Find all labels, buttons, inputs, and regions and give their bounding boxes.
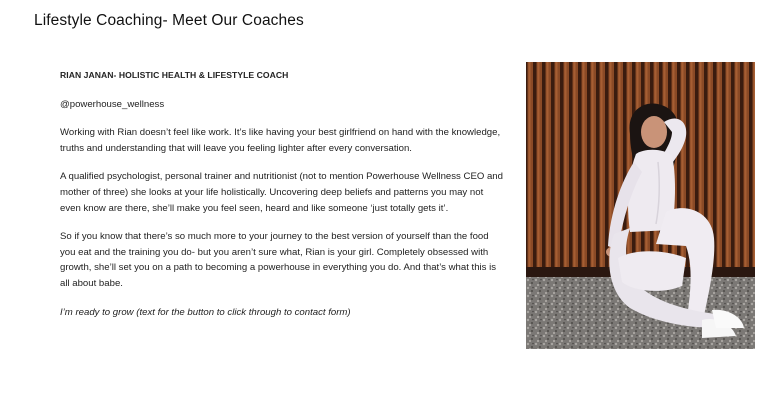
coach-handle: @powerhouse_wellness <box>60 98 165 110</box>
bio-paragraph-2: A qualified psychologist, personal trainer and nutritionist (not to mention Powerhouse Wellness CEO and mother of three) she looks at your life holistically. Uncovering deep beliefs and patterns you may not even know are there, she’ll make you feel seen, heard and like someone ‘just totally gets it’. <box>60 171 503 214</box>
coach-heading: RIAN JANAN- HOLISTIC HEALTH & LIFESTYLE COACH <box>60 70 289 80</box>
coach-bio <box>60 68 505 333</box>
page-title: Lifestyle Coaching- Meet Our Coaches <box>34 12 304 29</box>
bio-paragraph-3: So if you know that there’s so much more to your journey to the best version of yourself than the food you eat and the training you do- but you aren’t sure what, Rian is your girl. Completely obsessed with growth, she’ll set you on a path to becoming a powerhouse in everything you do. And that’s what this is all about babe. <box>60 231 497 289</box>
coach-photo <box>526 62 755 349</box>
bio-paragraph-1: Working with Rian doesn’t feel like work. It’s like having your best girlfriend on hand with the knowledge, truths and understanding that will leave you feeling lighter after every conversation. <box>60 127 501 154</box>
cta-note: I’m ready to grow (text for the button to click through to contact form) <box>60 306 351 318</box>
coach-photo-illustration <box>526 62 755 349</box>
